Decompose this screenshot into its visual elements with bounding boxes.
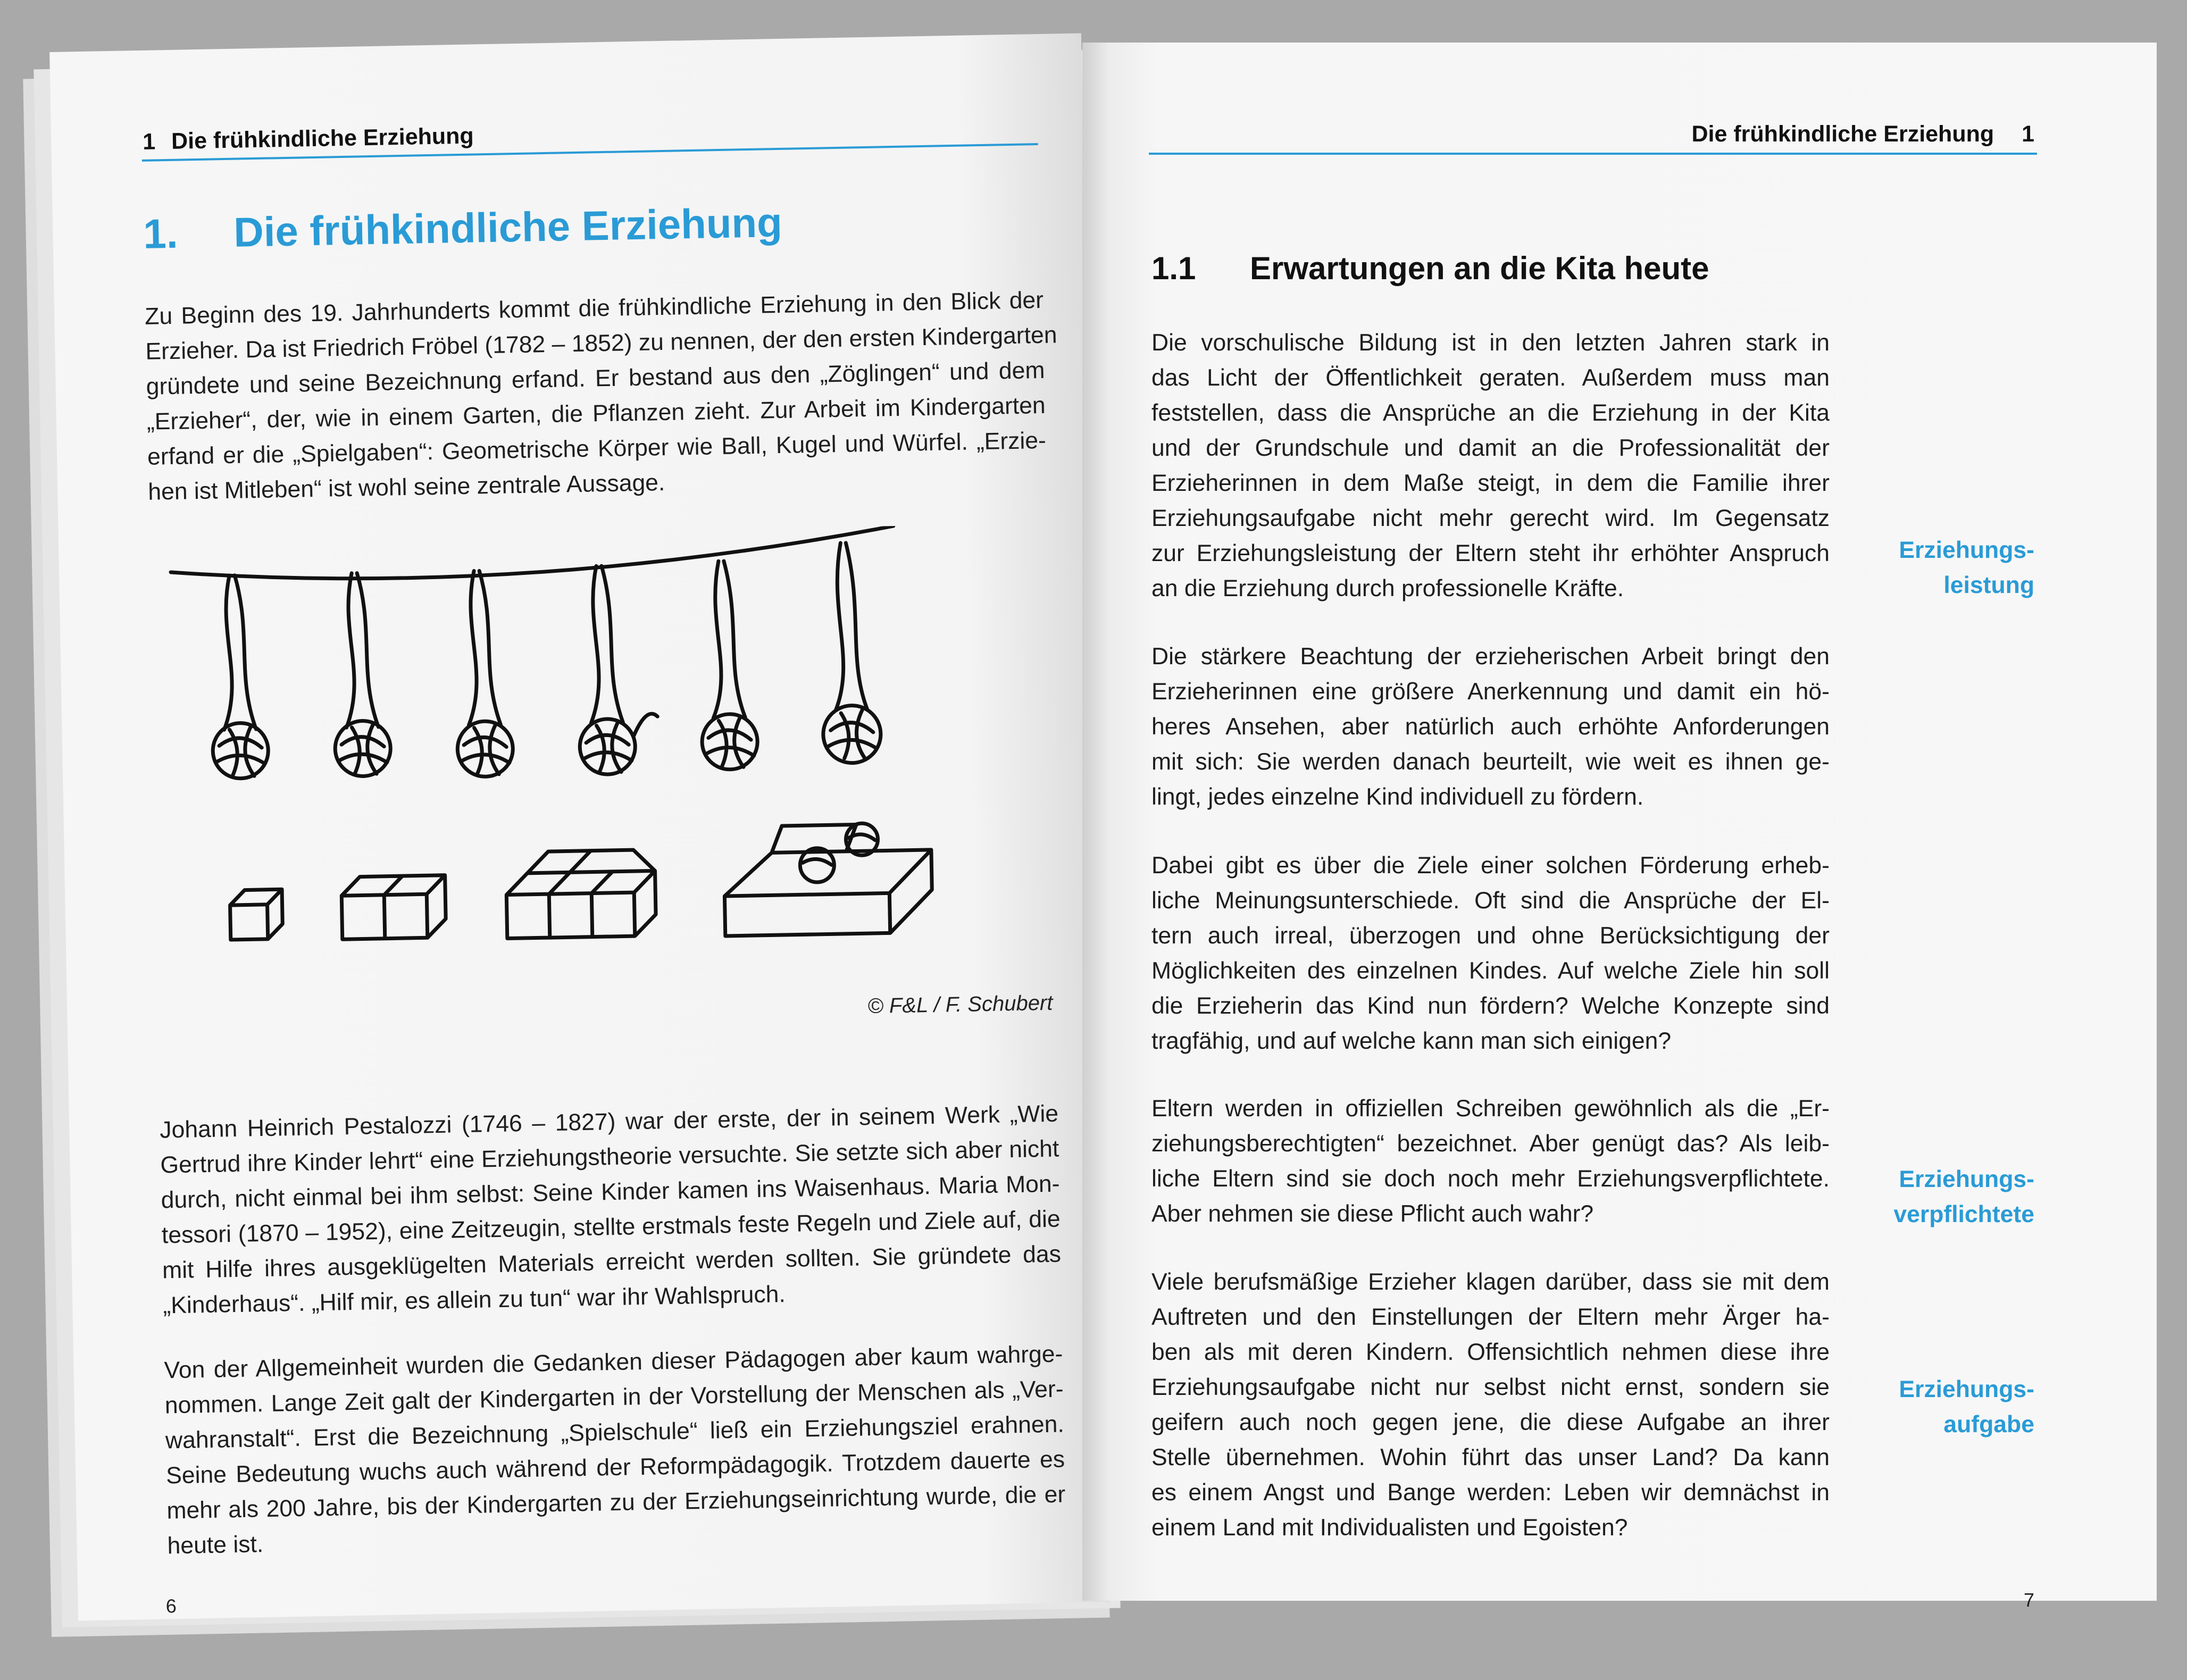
text-line: heute ist. xyxy=(167,1531,264,1559)
text-line: mehr als 200 Jahre, bis der Kindergarten zu der Erziehungseinrichtung wurde, die er xyxy=(166,1481,1066,1524)
text-line: Die stärkere Beachtung der erzieherischen Arbeit bringt den xyxy=(1151,643,1830,670)
hanging-ball xyxy=(332,573,391,777)
paragraph-vorschulische-bildung xyxy=(1151,325,1830,606)
text-line: Die vorschulische Bildung ist in den letzten Jahren stark in xyxy=(1151,330,1830,356)
text-line: wahranstalt“. Erst die Bezeichnung „Spielschule“ ließ ein Erziehungsziel erahnen. xyxy=(165,1411,1065,1454)
text-line: Johann Heinrich Pestalozzi (1746 – 1827) war der erste, der in seinem Werk „Wie xyxy=(159,1100,1059,1143)
text-line: feststellen, dass die Ansprüche an die Erziehung in der Kita xyxy=(1151,400,1830,426)
margin-note-erziehungsaufgabe xyxy=(1822,1372,2034,1442)
text-line: lingt, jedes einzelne Kind individuell zu fördern. xyxy=(1151,784,1644,810)
text-line: die Erzieherin das Kind nun fördern? Welche Konzepte sind xyxy=(1151,993,1830,1019)
chapter-title: Die frühkindliche Erziehung xyxy=(233,198,783,256)
margin-note-line: aufgabe xyxy=(1943,1411,2034,1437)
margin-note-line: Erziehungs- xyxy=(1899,1166,2034,1192)
section-number: 1.1 xyxy=(1151,250,1196,286)
text-line: Erziehungsaufgabe nicht nur selbst nicht ernst, sondern sie xyxy=(1151,1374,1830,1400)
left-page xyxy=(49,33,1110,1620)
paragraph-eltern xyxy=(1151,1091,1830,1232)
text-line: tragfähig, und auf welche kann man sich einigen? xyxy=(1151,1028,1672,1054)
margin-note-line: Erziehungs- xyxy=(1899,1376,2034,1402)
text-line: es einem Angst und Bange werden: Leben wir demnächst in xyxy=(1151,1480,1830,1506)
hanging-ball xyxy=(454,570,513,777)
hanging-ball xyxy=(699,561,758,770)
paragraph-ziele xyxy=(1151,848,1830,1059)
chapter-number: 1. xyxy=(143,210,179,257)
paragraph-beachtung xyxy=(1151,639,1830,815)
text-line: nommen. Lange Zeit galt der Kindergarten in der Vorstellung der Menschen als „Ver- xyxy=(164,1376,1064,1419)
margin-note-line: verpflichtete xyxy=(1893,1201,2034,1227)
text-line: Von der Allgemeinheit wurden die Gedanken dieser Pädagogen aber kaum wahrge- xyxy=(164,1341,1063,1384)
running-head-number: 1 xyxy=(142,129,156,155)
text-line: Erziehungsaufgabe nicht mehr gerecht wird. Im Gegensatz xyxy=(1151,505,1830,531)
figure-credit: © F&L / F. Schubert xyxy=(867,991,1053,1018)
text-line: liche Eltern sind sie doch noch mehr Erziehungsverpflichtete. xyxy=(1151,1166,1830,1192)
text-line: Stelle übernehmen. Wohin führt das unser Land? Da kann xyxy=(1151,1444,1830,1470)
text-line: „Erzieher“, der, wie in einem Garten, die Pflanzen zieht. Zur Arbeit im Kindergarten xyxy=(146,392,1046,435)
margin-note-erziehungsverpflichtete xyxy=(1822,1162,2034,1232)
paragraph-berufsmaessige-erzieher xyxy=(1151,1265,1830,1545)
paragraph-froebel xyxy=(144,283,1057,510)
text-line: mit Hilfe ihres ausgeklügelten Materials erreicht werden sollten. Sie gründete das xyxy=(162,1241,1062,1284)
hanging-ball xyxy=(820,542,881,764)
text-line: liche Meinungsunterschiede. Oft sind die Ansprüche der El- xyxy=(1151,888,1830,914)
text-line: an die Erziehung durch professionelle Kräfte. xyxy=(1151,575,1624,601)
running-head-title: Die frühkindliche Erziehung xyxy=(171,123,474,154)
right-page xyxy=(1082,43,2157,1611)
hanging-ball xyxy=(210,575,269,779)
text-line: tessori (1870 – 1952), eine Zeitzeugin, stellte erstmals feste Regeln und Ziele auf, die xyxy=(161,1206,1061,1249)
single-cube xyxy=(230,889,283,940)
paragraph-allgemeinheit xyxy=(164,1337,1066,1564)
text-line: durch, nicht einmal bei ihm selbst: Seine Kinder kamen ins Waisenhaus. Maria Mon- xyxy=(161,1171,1060,1214)
text-line: Gertrud ihre Kinder lehrt“ eine Erziehungstheorie versuchte. Sie setzte sich aber nicht xyxy=(160,1135,1059,1178)
page-number-left: 6 xyxy=(165,1595,177,1617)
running-head-number: 1 xyxy=(2022,121,2034,147)
text-line: Aber nehmen sie diese Pflicht auch wahr? xyxy=(1151,1201,1594,1227)
text-line: hen ist Mitleben“ ist wohl seine zentrale Aussage. xyxy=(147,469,665,505)
text-line: gründete und seine Bezeichnung erfand. Er bestand aus den „Zöglingen“ und dem xyxy=(146,357,1045,400)
page-number-right: 7 xyxy=(2023,1589,2034,1611)
text-line: Dabei gibt es über die Ziele einer solchen Förderung erheb- xyxy=(1151,852,1830,879)
text-line: das Licht der Öffentlichkeit geraten. Außerdem muss man xyxy=(1151,365,1830,391)
two-cubes xyxy=(341,875,446,940)
text-line: Auftreten und den Einstellungen der Eltern mehr Ärger ha- xyxy=(1151,1304,1830,1330)
spielgaben-illustration xyxy=(149,523,1056,997)
running-head-title: Die frühkindliche Erziehung xyxy=(1691,121,1994,147)
text-line: zur Erziehungsleistung der Eltern steht ihr erhöhter Anspruch xyxy=(1151,540,1830,566)
margin-note-erziehungsleistung xyxy=(1822,533,2034,603)
text-line: Viele berufsmäßige Erzieher klagen darüber, dass sie mit dem xyxy=(1151,1269,1830,1295)
text-line: Zu Beginn des 19. Jahrhunderts kommt die frühkindliche Erziehung in den Blick der xyxy=(144,287,1044,330)
text-line: ben als mit deren Kindern. Offensichtlich nehmen diese ihre xyxy=(1151,1339,1830,1365)
text-line: Möglichkeiten des einzelnen Kindes. Auf welche Ziele hin soll xyxy=(1151,958,1830,984)
box-with-balls xyxy=(723,822,933,936)
three-cubes xyxy=(506,849,656,938)
running-head-left xyxy=(143,123,474,155)
running-head-right xyxy=(1692,121,2035,147)
text-line: einem Land mit Individualisten und Egoisten? xyxy=(1151,1515,1628,1541)
string-line xyxy=(170,526,894,582)
text-line: Erzieher. Da ist Friedrich Fröbel (1782 – 1852) zu nennen, der den ersten Kindergarten xyxy=(145,322,1057,365)
text-line: tern auch irreal, überzogen und ohne Berücksichtigung der xyxy=(1151,923,1830,949)
text-line: Erzieherinnen eine größere Anerkennung und damit ein hö- xyxy=(1151,679,1830,705)
text-line: „Kinderhaus“. „Hilf mir, es allein zu tun“ war ihr Wahlspruch. xyxy=(162,1281,786,1319)
text-line: Seine Bedeutung wuchs auch während der Reformpädagogik. Trotzdem dauerte es xyxy=(165,1446,1065,1489)
text-line: mit sich: Sie werden danach beurteilt, wie weit es ihnen ge- xyxy=(1151,749,1830,775)
margin-note-line: leistung xyxy=(1943,572,2034,598)
section-title: Erwartungen an die Kita heute xyxy=(1250,250,1709,286)
header-rule xyxy=(1149,153,2037,155)
text-line: Eltern werden in offiziellen Schreiben gewöhnlich als die „Er- xyxy=(1151,1096,1830,1122)
text-line: und der Grundschule und damit an die Professionalität der xyxy=(1151,435,1830,461)
text-line: heres Ansehen, aber natürlich auch erhöhte Anforderungen xyxy=(1151,714,1830,740)
paragraph-pestalozzi xyxy=(160,1097,1062,1324)
margin-note-line: Erziehungs- xyxy=(1899,537,2034,563)
text-line: Erzieherinnen in dem Maße steigt, in dem die Familie ihrer xyxy=(1151,470,1830,496)
text-line: geifern auch noch gegen jene, die diese Aufgabe an ihrer xyxy=(1151,1409,1830,1435)
text-line: erfand er die „Spielgaben“: Geometrische Körper wie Ball, Kugel und Würfel. „Erzie- xyxy=(147,427,1047,470)
hanging-ball xyxy=(577,565,658,775)
text-line: ziehungsberechtigten“ bezeichnet. Aber genügt das? Als leib- xyxy=(1151,1131,1830,1157)
